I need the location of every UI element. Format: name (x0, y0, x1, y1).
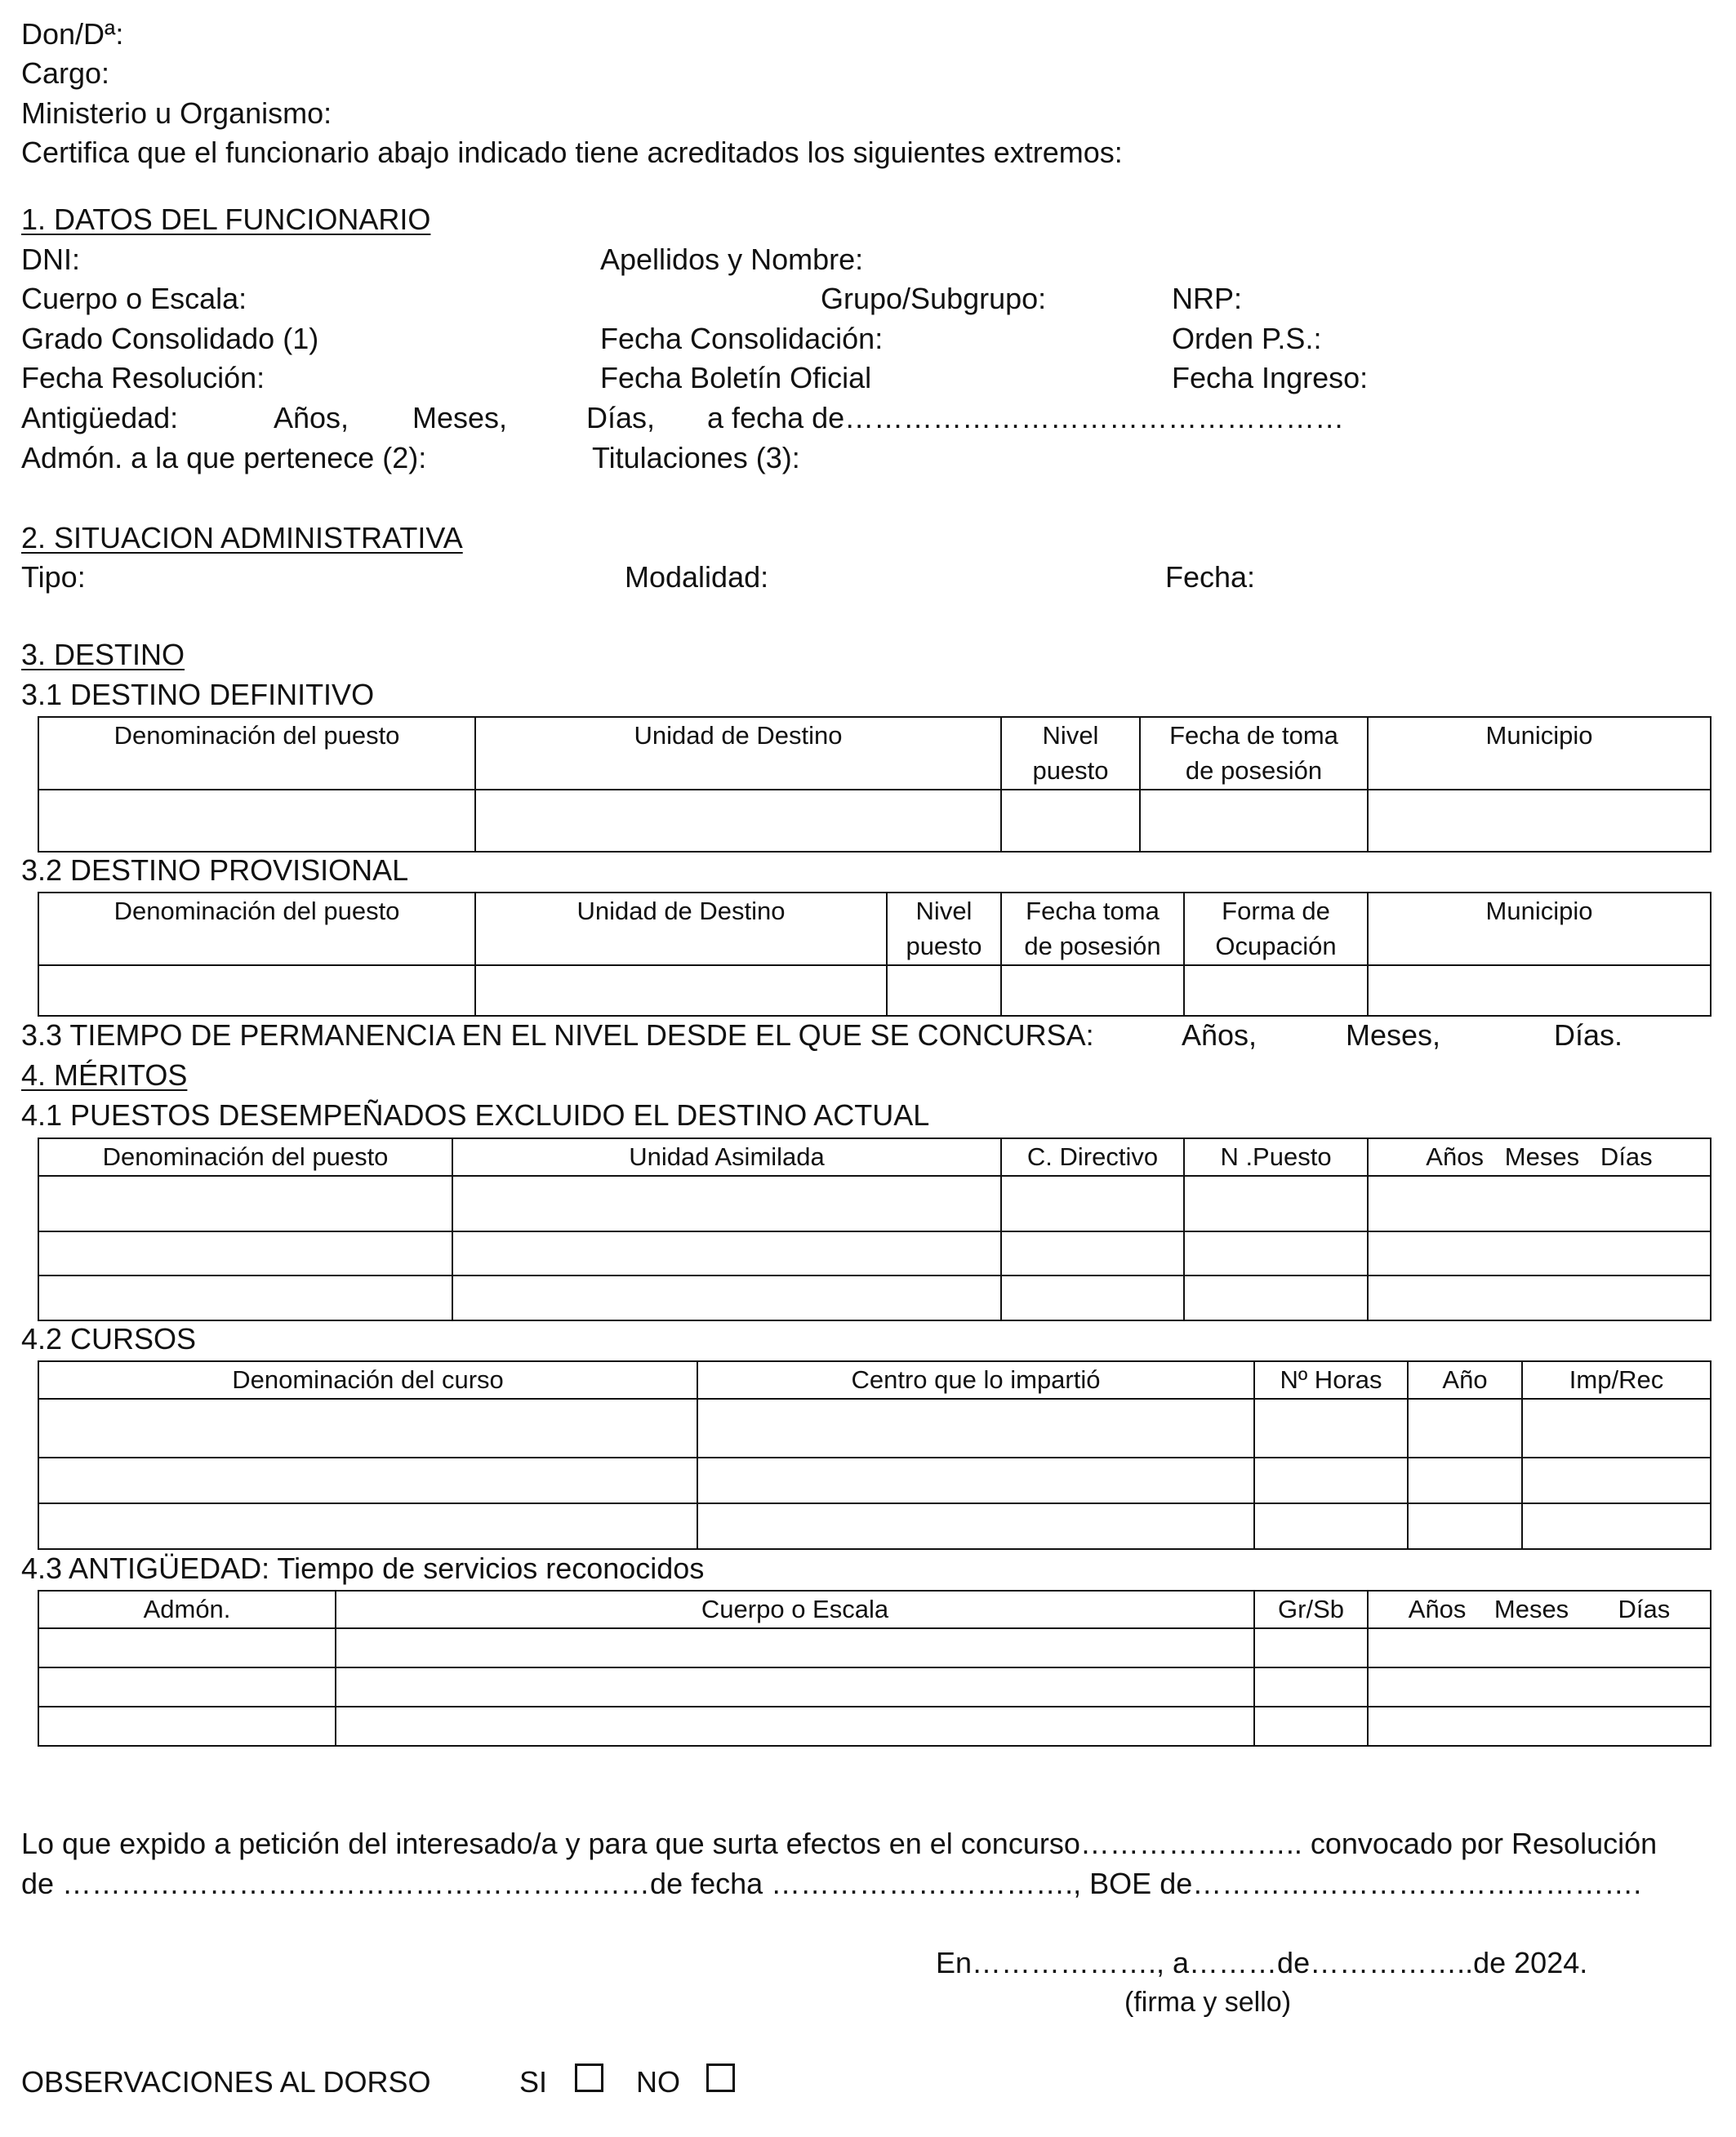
tiempo-permanencia-label: 3.3 TIEMPO DE PERMANENCIA EN EL NIVEL DESDE EL QUE SE CONCURSA: (21, 1018, 1094, 1052)
header-cuerpo-escala: Cuerpo o Escala (701, 1595, 889, 1623)
destino-definitivo-title: 3.1 DESTINO DEFINITIVO (21, 678, 375, 711)
table-divider (39, 1175, 1710, 1177)
header-anos-meses-dias: Años Meses Días (1426, 1142, 1653, 1171)
permanencia-anos: Años, (1182, 1018, 1257, 1052)
observaciones-label: OBSERVACIONES AL DORSO (21, 2065, 431, 2099)
table-divider (39, 1275, 1710, 1276)
no-label: NO (636, 2065, 680, 2099)
expido-text-line1: Lo que expido a petición del interesado/a y para que surta efectos en el concurso………………….. convocado por Resolución (21, 1827, 1658, 1860)
grado-label: Grado Consolidado (1) (21, 322, 319, 355)
fecha-consolidacion-label: Fecha Consolidación: (600, 322, 884, 355)
header-centro: Centro que lo impartió (851, 1365, 1101, 1394)
table-divider (39, 1503, 1710, 1504)
header-gr-sb: Gr/Sb (1278, 1595, 1344, 1623)
don-label: Don/Dª: (21, 17, 124, 51)
table-divider (39, 1457, 1710, 1458)
header-imp-rec: Imp/Rec (1569, 1365, 1664, 1394)
header-nivel-puesto: Nivel puesto (906, 897, 982, 960)
meses-label: Meses, (412, 401, 508, 434)
cuerpo-label: Cuerpo o Escala: (21, 282, 247, 315)
section1-title: 1. DATOS DEL FUNCIONARIO (21, 203, 431, 236)
dni-label: DNI: (21, 243, 80, 276)
header-fecha-toma: Fecha toma de posesión (1024, 897, 1161, 960)
header-anos-meses-dias: Años Meses Días (1408, 1595, 1671, 1623)
nrp-label: NRP: (1172, 282, 1243, 315)
table-divider (39, 1667, 1710, 1668)
table-antiguedad (38, 1590, 1712, 1747)
grupo-label: Grupo/Subgrupo: (821, 282, 1047, 315)
orden-label: Orden P.S.: (1172, 322, 1322, 355)
table-divider (39, 1398, 1710, 1400)
header-admon: Admón. (143, 1595, 231, 1623)
fecha-resolucion-label: Fecha Resolución: (21, 361, 265, 394)
header-unidad-asimilada: Unidad Asimilada (629, 1142, 825, 1171)
header-denominacion: Denominación del puesto (102, 1142, 389, 1171)
header-forma-ocupacion: Forma de Ocupación (1215, 897, 1337, 960)
header-denominacion: Denominación del puesto (114, 721, 400, 750)
header-unidad-destino: Unidad de Destino (634, 721, 843, 750)
table-divider (39, 1231, 1710, 1232)
header-ano: Año (1442, 1365, 1488, 1394)
section3-title: 3. DESTINO (21, 638, 185, 671)
firma-sello-text: (firma y sello) (1124, 1987, 1292, 2018)
si-label: SI (519, 2065, 548, 2099)
table-divider (39, 964, 1710, 966)
fecha-label: Fecha: (1165, 560, 1256, 594)
section4-title: 4. MÉRITOS (21, 1058, 188, 1092)
header-n-puesto: N .Puesto (1220, 1142, 1332, 1171)
header-municipio: Municipio (1485, 897, 1593, 925)
cursos-title: 4.2 CURSOS (21, 1322, 197, 1356)
anos-label: Años, (274, 401, 349, 434)
si-checkbox[interactable] (575, 2064, 603, 2092)
header-c-directivo: C. Directivo (1026, 1142, 1159, 1171)
place-date-text: En………………., a………de……………..de 2024. (936, 1946, 1588, 1979)
puestos-desempenados-title: 4.1 PUESTOS DESEMPEÑADOS EXCLUIDO EL DESTINO ACTUAL (21, 1098, 930, 1132)
table-divider (39, 789, 1710, 790)
admon-label: Admón. a la que pertenece (2): (21, 441, 427, 474)
fecha-boletin-label: Fecha Boletín Oficial (600, 361, 872, 394)
table-divider (39, 1627, 1710, 1629)
section2-title: 2. SITUACION ADMINISTRATIVA (21, 521, 463, 554)
destino-provisional-title: 3.2 DESTINO PROVISIONAL (21, 853, 409, 887)
header-fecha-toma: Fecha de toma de posesión (1169, 721, 1338, 785)
header-municipio: Municipio (1485, 721, 1593, 750)
table-divider (39, 1706, 1710, 1707)
dias-label: Días, (586, 401, 656, 434)
certifica-text: Certifica que el funcionario abajo indicado tiene acreditados los siguientes extremos: (21, 136, 1123, 169)
table-destino-definitivo (38, 716, 1712, 853)
table-destino-provisional (38, 892, 1712, 1017)
header-nivel-puesto: Nivel puesto (1032, 721, 1109, 785)
modalidad-label: Modalidad: (625, 560, 769, 594)
antiguedad-title: 4.3 ANTIGÜEDAD: Tiempo de servicios reconocidos (21, 1552, 705, 1585)
permanencia-meses: Meses, (1346, 1018, 1441, 1052)
header-horas: Nº Horas (1280, 1365, 1382, 1394)
header-denominacion: Denominación del puesto (114, 897, 400, 925)
a-fecha-label: a fecha de…………………………………………… (707, 401, 1345, 434)
header-unidad-destino: Unidad de Destino (576, 897, 786, 925)
expido-text-line2: de ……………………………………………………de fecha …………………………., BOE de………………………………………. (21, 1867, 1642, 1900)
header-denominacion-curso: Denominación del curso (232, 1365, 504, 1394)
table-cursos (38, 1360, 1712, 1550)
apellidos-label: Apellidos y Nombre: (600, 243, 864, 276)
table-puestos-desempenados (38, 1138, 1712, 1321)
titulaciones-label: Titulaciones (3): (592, 441, 800, 474)
antiguedad-label: Antigüedad: (21, 401, 179, 434)
no-checkbox[interactable] (706, 2064, 735, 2092)
fecha-ingreso-label: Fecha Ingreso: (1172, 361, 1369, 394)
ministerio-label: Ministerio u Organismo: (21, 96, 332, 130)
permanencia-dias: Días. (1554, 1018, 1623, 1052)
cargo-label: Cargo: (21, 56, 110, 90)
tipo-label: Tipo: (21, 560, 86, 594)
